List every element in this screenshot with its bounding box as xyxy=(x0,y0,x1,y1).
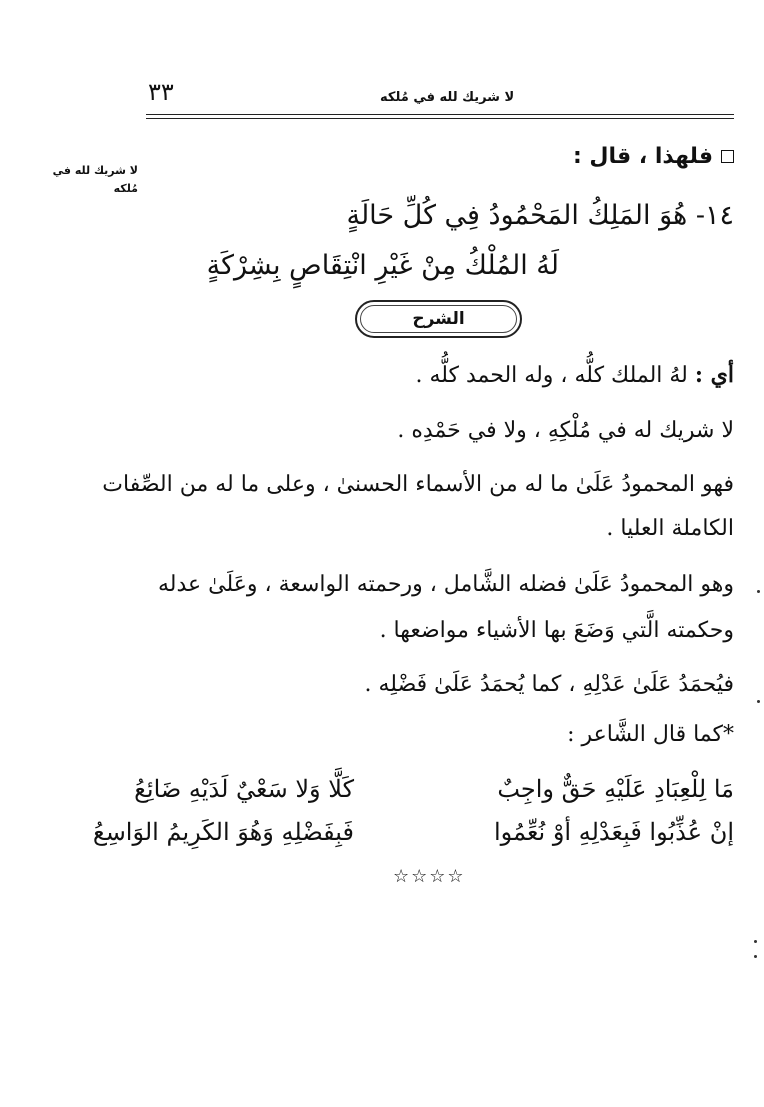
paragraph-5: فيُحمَدُ عَلَىٰ عَدْلِهِ ، كما يُحمَدُ عَلَىٰ فَضْلِه . xyxy=(364,672,734,697)
poem-line-2-second-hemistich: فَبِفَضْلِهِ وَهُوَ الكَرِيمُ الوَاسِعُ xyxy=(92,818,354,846)
star-separator: ☆☆☆☆ xyxy=(393,866,466,887)
poem-line-1-first-hemistich: مَا لِلْعِبَادِ عَلَيْهِ حَقٌّ واجِبٌ xyxy=(497,775,734,803)
paragraph-1-lead: أي : xyxy=(694,362,734,388)
poem-line-2-first-hemistich: إنْ عُذِّبُوا فَبِعَدْلِهِ أوْ نُعِّمُوا xyxy=(494,818,734,846)
paragraph-1 xyxy=(415,362,734,388)
intro-line xyxy=(573,144,734,169)
paragraph-3-line-1: فهو المحمودُ عَلَىٰ ما له من الأسماء الحسنىٰ ، وعلى ما له من الصِّفات xyxy=(102,472,734,497)
paragraph-2: لا شريك له في مُلْكِهِ ، ولا في حَمْدِه . xyxy=(397,418,734,443)
header-rule xyxy=(146,114,734,115)
margin-note: لا شريك لله في مُلكه xyxy=(52,164,138,195)
paragraph-4-line-2: وحكمته الَّتي وَضَعَ بها الأشياء مواضعها . xyxy=(379,618,734,643)
running-header: لا شريك لله في مُلكه xyxy=(380,90,515,105)
scan-speck xyxy=(757,700,760,703)
square-bullet-icon xyxy=(721,150,734,163)
paragraph-3-line-2: الكاملة العليا . xyxy=(606,516,734,541)
page-number: ٣٣ xyxy=(148,78,174,106)
paragraph-1-text: لهُ الملك كلُّه ، وله الحمد كلُّه . xyxy=(415,363,695,388)
section-heading: الشرح xyxy=(360,305,517,333)
verse-line-2: لَهُ المُلْكُ مِنْ غَيْرِ انْتِقَاصٍ بِشِرْكَةٍ xyxy=(206,250,559,281)
poem-intro: *كما قال الشَّاعر : xyxy=(567,722,734,747)
scan-speck xyxy=(754,955,757,958)
verse-line-1: ١٤- هُوَ المَلِكُ المَحْمُودُ فِي كُلِّ حَالَةٍ xyxy=(346,200,734,231)
intro-text: فلهذا ، قال : xyxy=(572,144,713,169)
scan-speck xyxy=(754,940,757,943)
poem-line-1-second-hemistich: كَلَّا وَلا سَعْيٌ لَدَيْهِ ضَائِعُ xyxy=(134,775,354,803)
scan-speck xyxy=(757,590,760,593)
header-rule xyxy=(146,118,734,119)
paragraph-4-line-1: وهو المحمودُ عَلَىٰ فضله الشَّامل ، ورحمته الواسعة ، وعَلَىٰ عدله xyxy=(157,572,734,597)
section-heading-frame xyxy=(355,300,522,338)
